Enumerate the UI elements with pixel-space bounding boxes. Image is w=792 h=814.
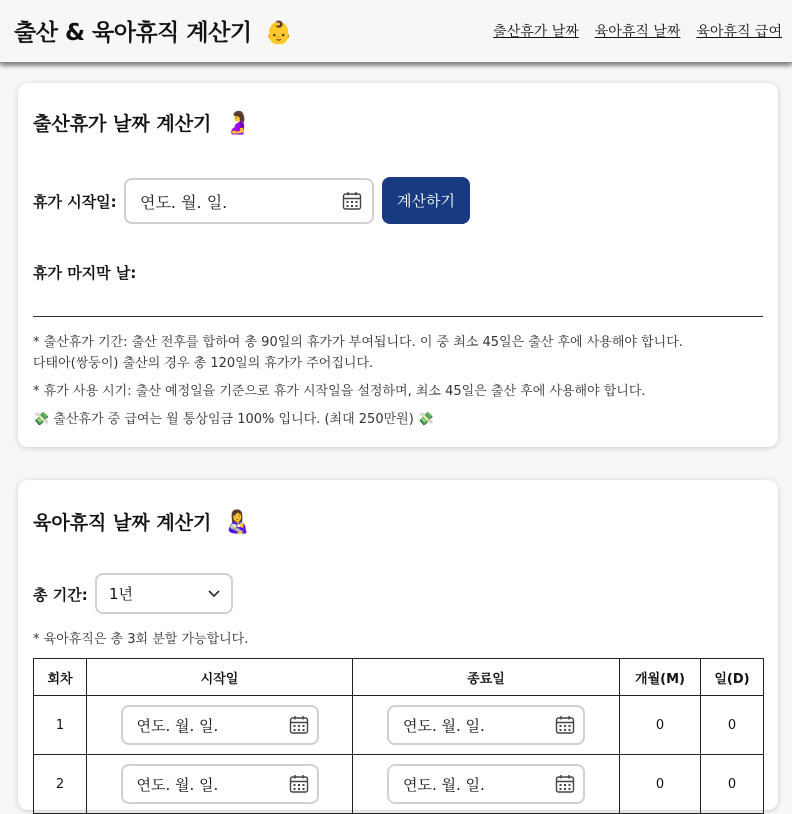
site-title — [14, 14, 292, 47]
months-value: 0 — [620, 755, 701, 814]
header-start-date: 시작일 — [87, 659, 353, 696]
nav-link-parental-pay[interactable]: 육아휴직 급여 — [696, 24, 782, 40]
leave-start-date-input[interactable] — [124, 178, 374, 224]
total-period-select[interactable] — [95, 573, 233, 614]
note-salary: 💸 출산휴가 중 급여는 월 통상임금 100% 입니다. (최대 250만원) 💸 — [33, 412, 435, 427]
leave-end-label: 휴가 마지막 날: — [33, 264, 137, 282]
split-note: * 육아휴직은 총 3회 분할 가능합니다. — [33, 632, 249, 647]
note-period: * 출산휴가 기간: 출산 전후를 합하여 총 90일의 휴가가 부여됩니다. 이 중 최소 45일은 출산 후에 사용해야 합니다. — [33, 335, 683, 350]
date-placeholder: 연도. 월. 일. — [136, 716, 219, 735]
result-divider — [33, 316, 763, 317]
nav-link-maternity-dates[interactable]: 출산휴가 날짜 — [493, 24, 579, 40]
calendar-icon[interactable] — [555, 715, 575, 735]
maternity-card-title — [33, 109, 251, 136]
end-date-cell — [353, 755, 620, 814]
nav-link-parental-dates[interactable]: 육아휴직 날짜 — [594, 24, 681, 40]
maternity-calculator-card — [18, 83, 778, 447]
date-placeholder: 연도. 월. 일. — [140, 192, 228, 212]
header-months: 개월(M) — [620, 659, 701, 696]
start-date-cell — [87, 696, 353, 755]
table-row — [34, 755, 764, 814]
end-date-input[interactable] — [387, 705, 585, 745]
table-header-row — [34, 659, 764, 696]
end-date-input[interactable] — [387, 764, 585, 804]
round-number: 1 — [34, 696, 87, 755]
table-row — [34, 696, 764, 755]
leave-schedule-table — [33, 658, 764, 814]
round-number: 2 — [34, 755, 87, 814]
maternity-title-text: 출산휴가 날짜 계산기 — [33, 113, 212, 135]
calculate-button[interactable]: 계산하기 — [382, 177, 470, 224]
total-period-value: 1년 — [109, 585, 134, 603]
date-placeholder: 연도. 월. 일. — [403, 775, 485, 794]
total-period-label: 총 기간: — [33, 586, 88, 604]
days-value: 0 — [701, 755, 764, 814]
parental-title-text: 육아휴직 날짜 계산기 — [33, 512, 212, 534]
calendar-icon[interactable] — [289, 715, 309, 735]
app-header — [0, 0, 792, 63]
start-date-input[interactable] — [121, 705, 319, 745]
feeding-baby-emoji-icon: 👩‍🍼 — [224, 510, 252, 535]
header-days: 일(D) — [701, 659, 764, 696]
date-placeholder: 연도. 월. 일. — [136, 775, 219, 794]
note-usage-timing: * 휴가 사용 시기: 출산 예정일을 기준으로 휴가 시작일을 설정하며, 최소 45일은 출산 후에 사용해야 합니다. — [33, 384, 646, 399]
calendar-icon[interactable] — [289, 774, 309, 794]
parental-calculator-card — [18, 480, 778, 810]
date-placeholder: 연도. 월. 일. — [403, 716, 485, 735]
leave-start-label: 휴가 시작일: — [33, 193, 117, 211]
note-multiple-birth: 다태아(쌍둥이) 출산의 경우 총 120일의 휴가가 주어집니다. — [33, 356, 374, 371]
baby-emoji-icon: 👶 — [265, 21, 292, 46]
parental-card-title — [33, 508, 251, 535]
start-date-input[interactable] — [121, 764, 319, 804]
days-value: 0 — [701, 696, 764, 755]
months-value: 0 — [620, 696, 701, 755]
calendar-icon[interactable] — [342, 191, 362, 211]
chevron-down-icon — [207, 589, 221, 599]
header-end-date: 종료일 — [353, 659, 620, 696]
site-title-text: 출산 & 육아휴직 계산기 — [14, 20, 252, 46]
top-nav — [493, 21, 782, 41]
calendar-icon[interactable] — [555, 774, 575, 794]
start-date-cell — [87, 755, 353, 814]
pregnant-emoji-icon: 🤰 — [224, 111, 252, 136]
end-date-cell — [353, 696, 620, 755]
header-round: 회차 — [34, 659, 87, 696]
